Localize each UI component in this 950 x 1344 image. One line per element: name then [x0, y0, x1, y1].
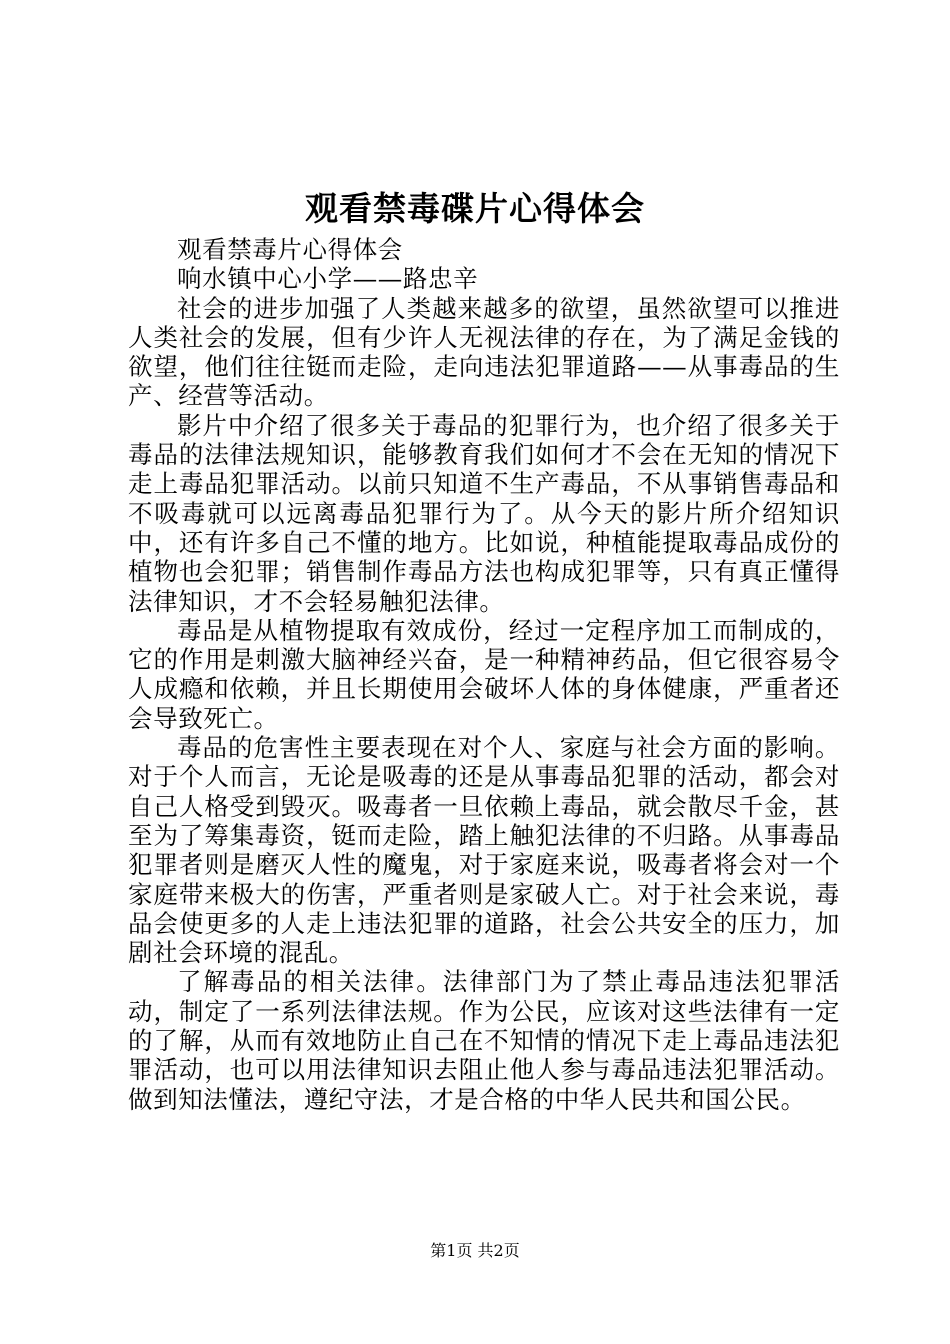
document-body — [128, 235, 840, 1114]
paragraph: 毒品的危害性主要表现在对个人、家庭与社会方面的影响。对于个人而言，无论是吸毒的还是从事毒品犯罪的活动，都会对自己人格受到毁灭。吸毒者一旦依赖上毒品，就会散尽千金，甚至为了筹集毒资，铤而走险，踏上触犯法律的不归路。从事毒品犯罪者则是磨灭人性的魔鬼，对于家庭来说，吸毒者将会对一个家庭带来极大的伤害，严重者则是家破人亡。对于社会来说，毒品会使更多的人走上违法犯罪的道路，社会公共安全的压力，加剧社会环境的混乱。 — [128, 733, 840, 968]
paragraph: 影片中介绍了很多关于毒品的犯罪行为，也介绍了很多关于毒品的法律法规知识，能够教育我们如何才不会在无知的情况下走上毒品犯罪活动。以前只知道不生产毒品，不从事销售毒品和不吸毒就可以远离毒品犯罪行为了。从今天的影片所介绍知识中，还有许多自己不懂的地方。比如说，种植能提取毒品成份的植物也会犯罪；销售制作毒品方法也构成犯罪等，只有真正懂得法律知识，才不会轻易触犯法律。 — [128, 410, 840, 616]
paragraph: 了解毒品的相关法律。法律部门为了禁止毒品违法犯罪活动，制定了一系列法律法规。作为公民，应该对这些法律有一定的了解，从而有效地防止自己在不知情的情况下走上毒品违法犯罪活动，也可以用法律知识去阻止他人参与毒品违法犯罪活动。做到知法懂法，遵纪守法，才是合格的中华人民共和国公民。 — [128, 967, 840, 1114]
subtitle-line: 观看禁毒片心得体会 — [177, 235, 403, 264]
page-title: 观看禁毒碟片心得体会 — [305, 189, 645, 228]
paragraph: 社会的进步加强了人类越来越多的欲望，虽然欲望可以推进人类社会的发展，但有少许人无视法律的存在，为了满足金钱的欲望，他们往往铤而走险，走向违法犯罪道路——从事毒品的生产、经营等活动。 — [128, 293, 840, 411]
author-line: 响水镇中心小学——路忠辛 — [177, 264, 479, 294]
page-number-footer: 第1页 共2页 — [430, 1241, 520, 1260]
paragraph: 毒品是从植物提取有效成份，经过一定程序加工而制成的，它的作用是刺激大脑神经兴奋，是一种精神药品，但它很容易令人成瘾和依赖，并且长期使用会破坏人体的身体健康，严重者还会导致死亡。 — [128, 615, 840, 733]
